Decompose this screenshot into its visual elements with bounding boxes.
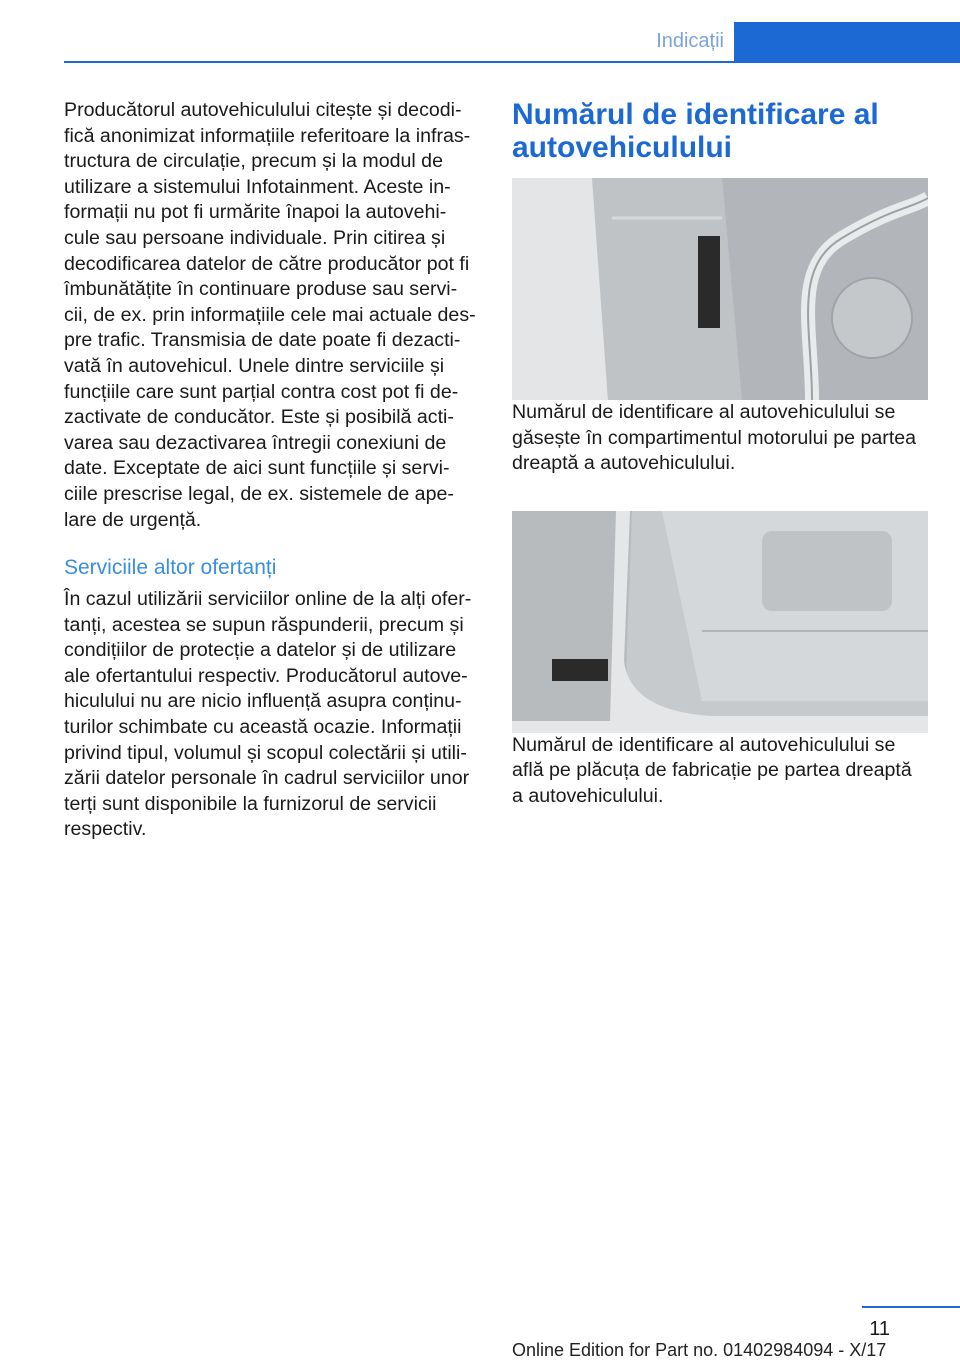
section-label: Indicații xyxy=(656,30,724,52)
page-number: 11 xyxy=(869,1318,890,1340)
header-accent-block xyxy=(734,22,960,62)
engine-compartment-illustration xyxy=(512,178,928,400)
engine-compartment-image xyxy=(512,178,928,400)
footer-rule xyxy=(862,1306,960,1308)
body-paragraph-1: Producătorul autovehiculului citește și decodi-fică anonimizat informațiile referitoare la infras-tructura de circulație, precum și la modul de utilizare a sistemului Infotainment. Aceste in-formații nu pot fi urmărite înapoi la autovehi-cule sau persoane individuale. Prin citirea și decodificarea datelor de către producător pot fi îmbunătățite în continuare produse sau servi-cii, de ex. prin informațiile cele mai actuale des-pre trafic. Transmisia de date poate fi dezacti-vată în autovehicul. Unele dintre serviciile și funcțiile care sunt parțial contra cost pot fi de-zactivate de conducător. Este și posibilă acti-varea sau dezactivarea întregii conexiuni de date. Exceptate de aici sunt funcțiile și servi-ciile prescrise legal, de ex. sistemele de ape-lare de urgență. xyxy=(64,99,476,531)
right-column xyxy=(512,98,928,810)
caption-engine-compartment: Numărul de identificare al autovehiculului se găsește în compartimentul motorului pe partea dreaptă a autovehiculului. xyxy=(512,401,917,475)
left-column xyxy=(64,98,478,843)
subheading-third-party-services: Serviciile altor ofertanți xyxy=(64,556,277,580)
caption-door-sill: Numărul de identificare al autovehiculului se află pe plăcuța de fabricație pe partea dreaptă a autovehiculului. xyxy=(512,733,912,807)
section-title: Numărul de identificare al autovehiculului xyxy=(512,98,879,164)
footer-edition: Online Edition for Part no. 01402984094 - X/17 xyxy=(512,1340,887,1360)
door-sill-illustration xyxy=(512,511,928,733)
body-paragraph-2: În cazul utilizării serviciilor online de la alți ofer-tanți, acestea se supun răspunderii, precum și condițiilor de protecție a datelor și de utilizare ale ofertantului respectiv. Producătorul autove-hiculului nu are nicio influență asupra conținu-turilor schimbate cu această ocazie. Informații privind tipul, volumul și scopul colectării și utili-zării datelor personale în cadrul serviciilor unor terți sunt disponibile la furnizorul de servicii respectiv. xyxy=(64,588,472,841)
door-sill-image xyxy=(512,511,928,733)
